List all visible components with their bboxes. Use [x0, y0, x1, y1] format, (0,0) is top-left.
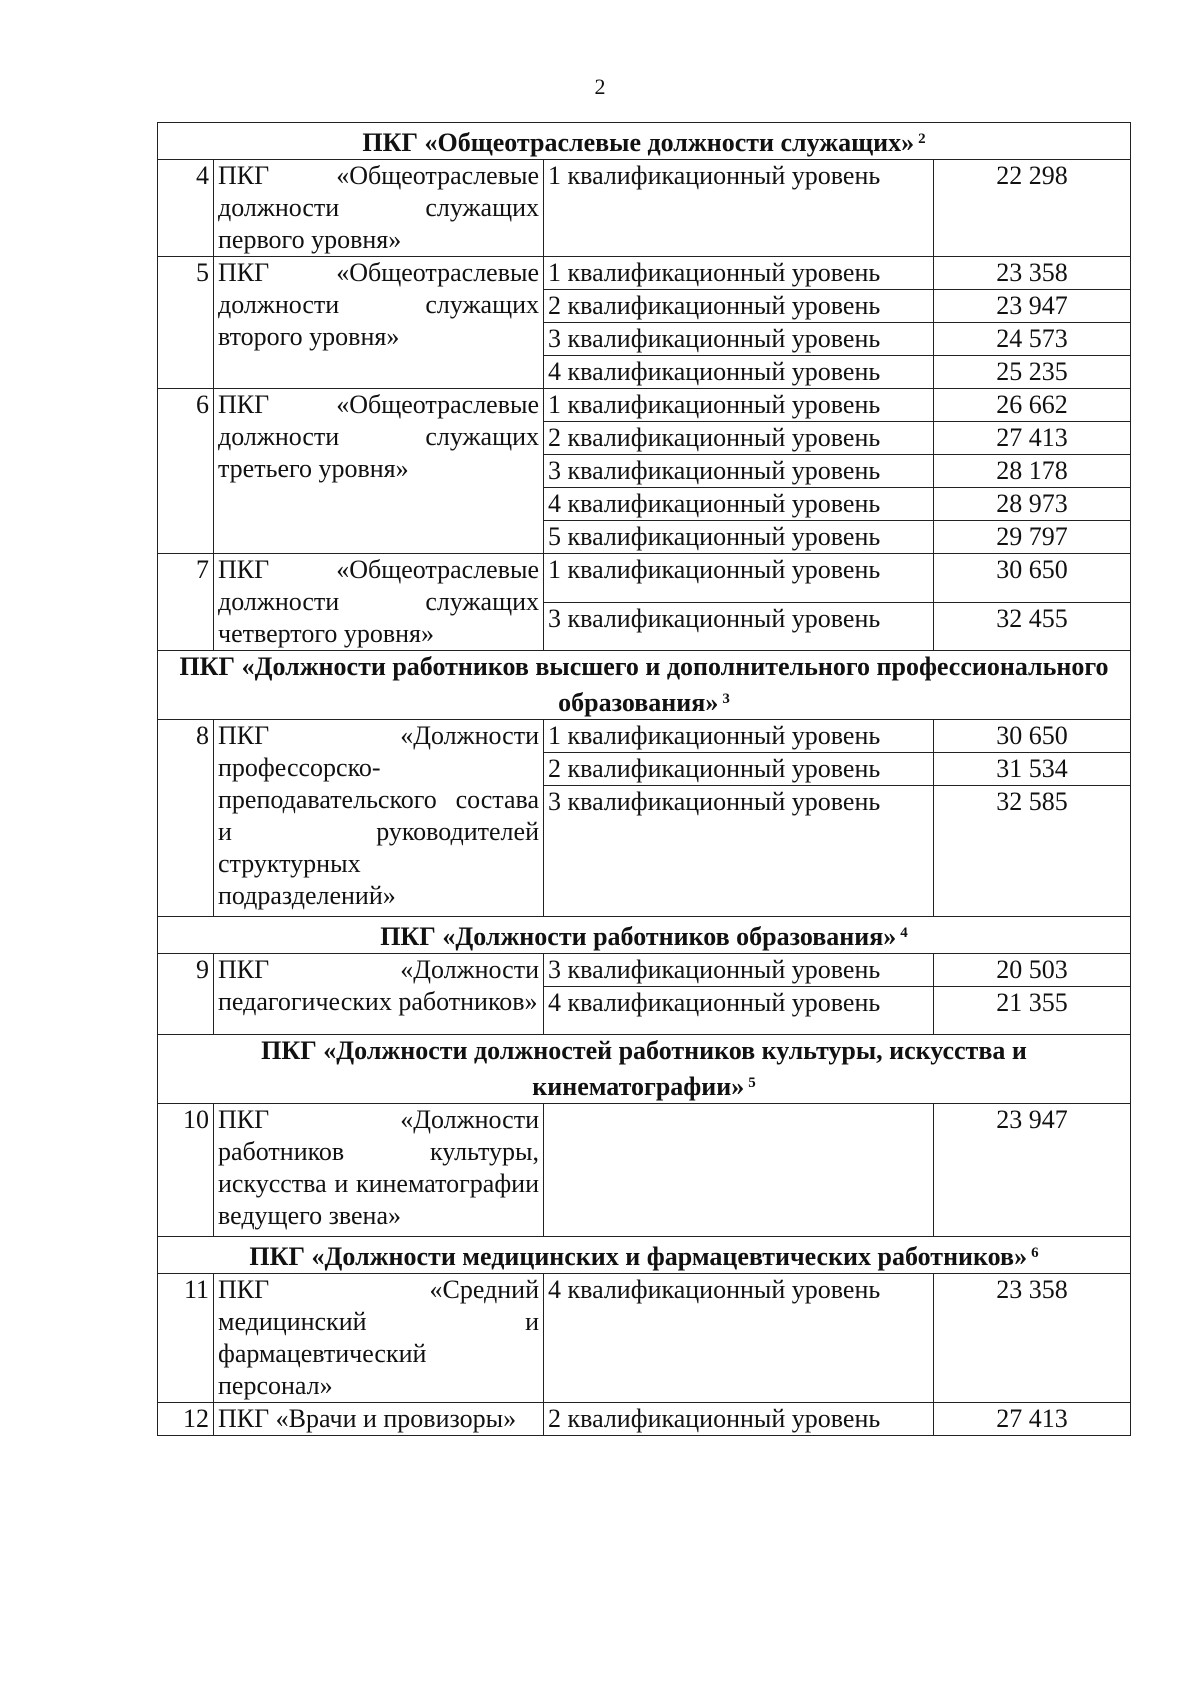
section-title-text: ПКГ «Должности работников образования» — [380, 922, 897, 951]
salary-amount: 29 797 — [934, 521, 1131, 554]
salary-table — [157, 122, 1131, 1436]
section-title-text: ПКГ «Должности работников высшего и дополнительного профессионального образования» — [179, 652, 1109, 717]
salary-amount: 30 650 — [934, 554, 1131, 603]
footnote-marker: 3 — [722, 691, 730, 707]
salary-amount: 27 413 — [934, 1403, 1131, 1436]
group-name — [214, 389, 544, 554]
group-name-text: ПКГ «Врачи и провизоры» — [218, 1404, 517, 1433]
qualification-level: 2 квалификационный уровень — [544, 1403, 934, 1436]
salary-amount: 32 455 — [934, 602, 1131, 651]
group-name — [214, 1403, 544, 1436]
section-header-row — [158, 917, 1131, 954]
group-name-text: ПКГ «Общеотраслевые должности служащих первого уровня» — [218, 161, 539, 254]
group-name — [214, 720, 544, 917]
qualification-level — [544, 1104, 934, 1237]
salary-amount: 30 650 — [934, 720, 1131, 753]
table-row — [158, 257, 1131, 290]
group-name-text: ПКГ «Должности работников культуры, искусства и кинематографии ведущего звена» — [218, 1105, 539, 1230]
table-row — [158, 954, 1131, 987]
qualification-level: 1 квалификационный уровень — [544, 160, 934, 257]
section-title-text: ПКГ «Должности должностей работников культуры, искусства и кинематографии» — [261, 1036, 1027, 1101]
qualification-level: 4 квалификационный уровень — [544, 488, 934, 521]
salary-amount: 20 503 — [934, 954, 1131, 987]
section-title-text: ПКГ «Должности медицинских и фармацевтических работников» — [249, 1242, 1028, 1271]
table-row — [158, 160, 1131, 257]
footnote-marker: 6 — [1031, 1245, 1039, 1261]
qualification-level: 1 квалификационный уровень — [544, 257, 934, 290]
group-name-text: ПКГ «Общеотраслевые должности служащих четвертого уровня» — [218, 555, 539, 648]
qualification-level: 4 квалификационный уровень — [544, 987, 934, 1035]
qualification-level: 2 квалификационный уровень — [544, 753, 934, 786]
salary-amount: 27 413 — [934, 422, 1131, 455]
qualification-level: 3 квалификационный уровень — [544, 323, 934, 356]
footnote-marker: 2 — [918, 131, 926, 147]
group-name-text: ПКГ «Общеотраслевые должности служащих третьего уровня» — [218, 390, 539, 483]
group-name-text: ПКГ «Средний медицинский и фармацевтический персонал» — [218, 1275, 539, 1400]
salary-amount: 23 947 — [934, 1104, 1131, 1237]
page-number: 2 — [594, 74, 606, 99]
section-title — [158, 651, 1131, 720]
salary-amount: 28 973 — [934, 488, 1131, 521]
table-row — [158, 389, 1131, 422]
section-title — [158, 123, 1131, 160]
group-name-text: ПКГ «Общеотраслевые должности служащих второго уровня» — [218, 258, 539, 351]
row-number: 7 — [158, 554, 214, 651]
salary-amount: 23 947 — [934, 290, 1131, 323]
qualification-level: 3 квалификационный уровень — [544, 954, 934, 987]
qualification-level: 1 квалификационный уровень — [544, 554, 934, 603]
table-row — [158, 1104, 1131, 1237]
salary-amount: 21 355 — [934, 987, 1131, 1035]
table-row — [158, 554, 1131, 603]
section-title-text: ПКГ «Общеотраслевые должности служащих» — [362, 128, 915, 157]
table-row — [158, 1274, 1131, 1403]
section-title — [158, 917, 1131, 954]
qualification-level: 1 квалификационный уровень — [544, 389, 934, 422]
group-name-text: ПКГ «Должности педагогических работников» — [218, 955, 539, 1016]
row-number: 5 — [158, 257, 214, 389]
qualification-level: 3 квалификационный уровень — [544, 602, 934, 651]
qualification-level: 3 квалификационный уровень — [544, 786, 934, 917]
section-header-row — [158, 1237, 1131, 1274]
qualification-level: 3 квалификационный уровень — [544, 455, 934, 488]
group-name — [214, 1104, 544, 1237]
table-row — [158, 720, 1131, 753]
group-name — [214, 954, 544, 1035]
row-number: 4 — [158, 160, 214, 257]
salary-amount: 32 585 — [934, 786, 1131, 917]
qualification-level: 1 квалификационный уровень — [544, 720, 934, 753]
section-header-row — [158, 123, 1131, 160]
salary-amount: 24 573 — [934, 323, 1131, 356]
table-row — [158, 1403, 1131, 1436]
group-name — [214, 1274, 544, 1403]
row-number: 8 — [158, 720, 214, 917]
row-number: 6 — [158, 389, 214, 554]
salary-amount: 26 662 — [934, 389, 1131, 422]
group-name — [214, 160, 544, 257]
row-number: 11 — [158, 1274, 214, 1403]
table-body — [158, 123, 1131, 1436]
section-header-row — [158, 1035, 1131, 1104]
salary-amount: 23 358 — [934, 257, 1131, 290]
salary-amount: 23 358 — [934, 1274, 1131, 1403]
section-title — [158, 1237, 1131, 1274]
qualification-level: 4 квалификационный уровень — [544, 1274, 934, 1403]
row-number: 10 — [158, 1104, 214, 1237]
section-header-row — [158, 651, 1131, 720]
footnote-marker: 5 — [748, 1075, 756, 1091]
salary-amount: 31 534 — [934, 753, 1131, 786]
qualification-level: 2 квалификационный уровень — [544, 290, 934, 323]
qualification-level: 2 квалификационный уровень — [544, 422, 934, 455]
group-name-text: ПКГ «Должности профессорско-преподавательского состава и руководителей структурных подразделений» — [218, 721, 539, 910]
group-name — [214, 257, 544, 389]
section-title — [158, 1035, 1131, 1104]
qualification-level: 4 квалификационный уровень — [544, 356, 934, 389]
row-number: 12 — [158, 1403, 214, 1436]
salary-amount: 25 235 — [934, 356, 1131, 389]
salary-amount: 22 298 — [934, 160, 1131, 257]
qualification-level: 5 квалификационный уровень — [544, 521, 934, 554]
footnote-marker: 4 — [900, 925, 908, 941]
group-name — [214, 554, 544, 651]
salary-amount: 28 178 — [934, 455, 1131, 488]
row-number: 9 — [158, 954, 214, 1035]
